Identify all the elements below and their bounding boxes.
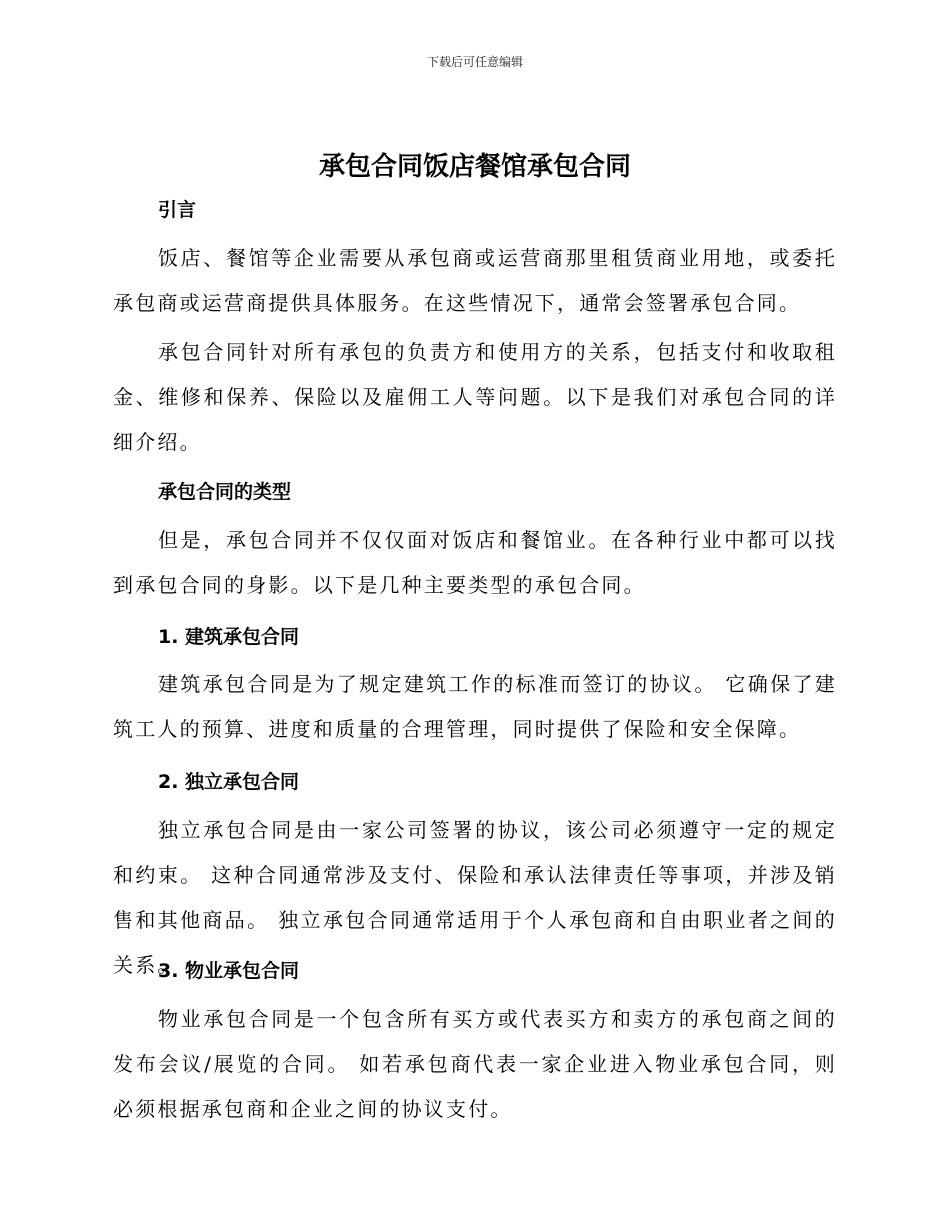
section-heading-types: 承包合同的类型 xyxy=(158,481,292,503)
section-heading-intro: 引言 xyxy=(158,199,197,221)
paragraph-type-3: 物业承包合同是一个包含所有买方或代表买方和卖方的承包商之间的发布会议/展览的合同。 如若承包商代表一家企业进入物业承包合同，则必须根据承包商和企业之间的协议支付。 xyxy=(113,1007,837,1121)
subheading-type-2: 2. 独立承包合同 xyxy=(158,771,300,793)
document-title: 承包合同饭店餐馆承包合同 xyxy=(318,152,631,182)
paragraph-type-2: 独立承包合同是由一家公司签署的协议，该公司必须遵守一定的规定和约束。 这种合同通常涉及支付、保险和承认法律责任等事项，并涉及销售和其他商品。 独立承包合同通常适用于个人承包商和自由职业者之间的关系。 xyxy=(113,818,837,977)
subheading-type-1: 1. 建筑承包合同 xyxy=(158,626,300,648)
paragraph-type-1: 建筑承包合同是为了规定建筑工作的标准而签订的协议。 它确保了建筑工人的预算、进度和质量的合理管理，同时提供了保险和安全保障。 xyxy=(113,672,837,741)
paragraph-intro-1: 饭店、餐馆等企业需要从承包商或运营商那里租赁商业用地，或委托承包商或运营商提供具体服务。在这些情况下，通常会签署承包合同。 xyxy=(113,246,837,315)
paragraph-types: 但是，承包合同并不仅仅面对饭店和餐馆业。在各种行业中都可以找到承包合同的身影。以下是几种主要类型的承包合同。 xyxy=(113,528,837,597)
subheading-type-3: 3. 物业承包合同 xyxy=(158,960,300,982)
header-note: 下载后可任意编辑 xyxy=(426,55,523,69)
paragraph-intro-2: 承包合同针对所有承包的负责方和使用方的关系，包括支付和收取租金、维修和保养、保险以及雇佣工人等问题。以下是我们对承包合同的详细介绍。 xyxy=(113,340,837,454)
